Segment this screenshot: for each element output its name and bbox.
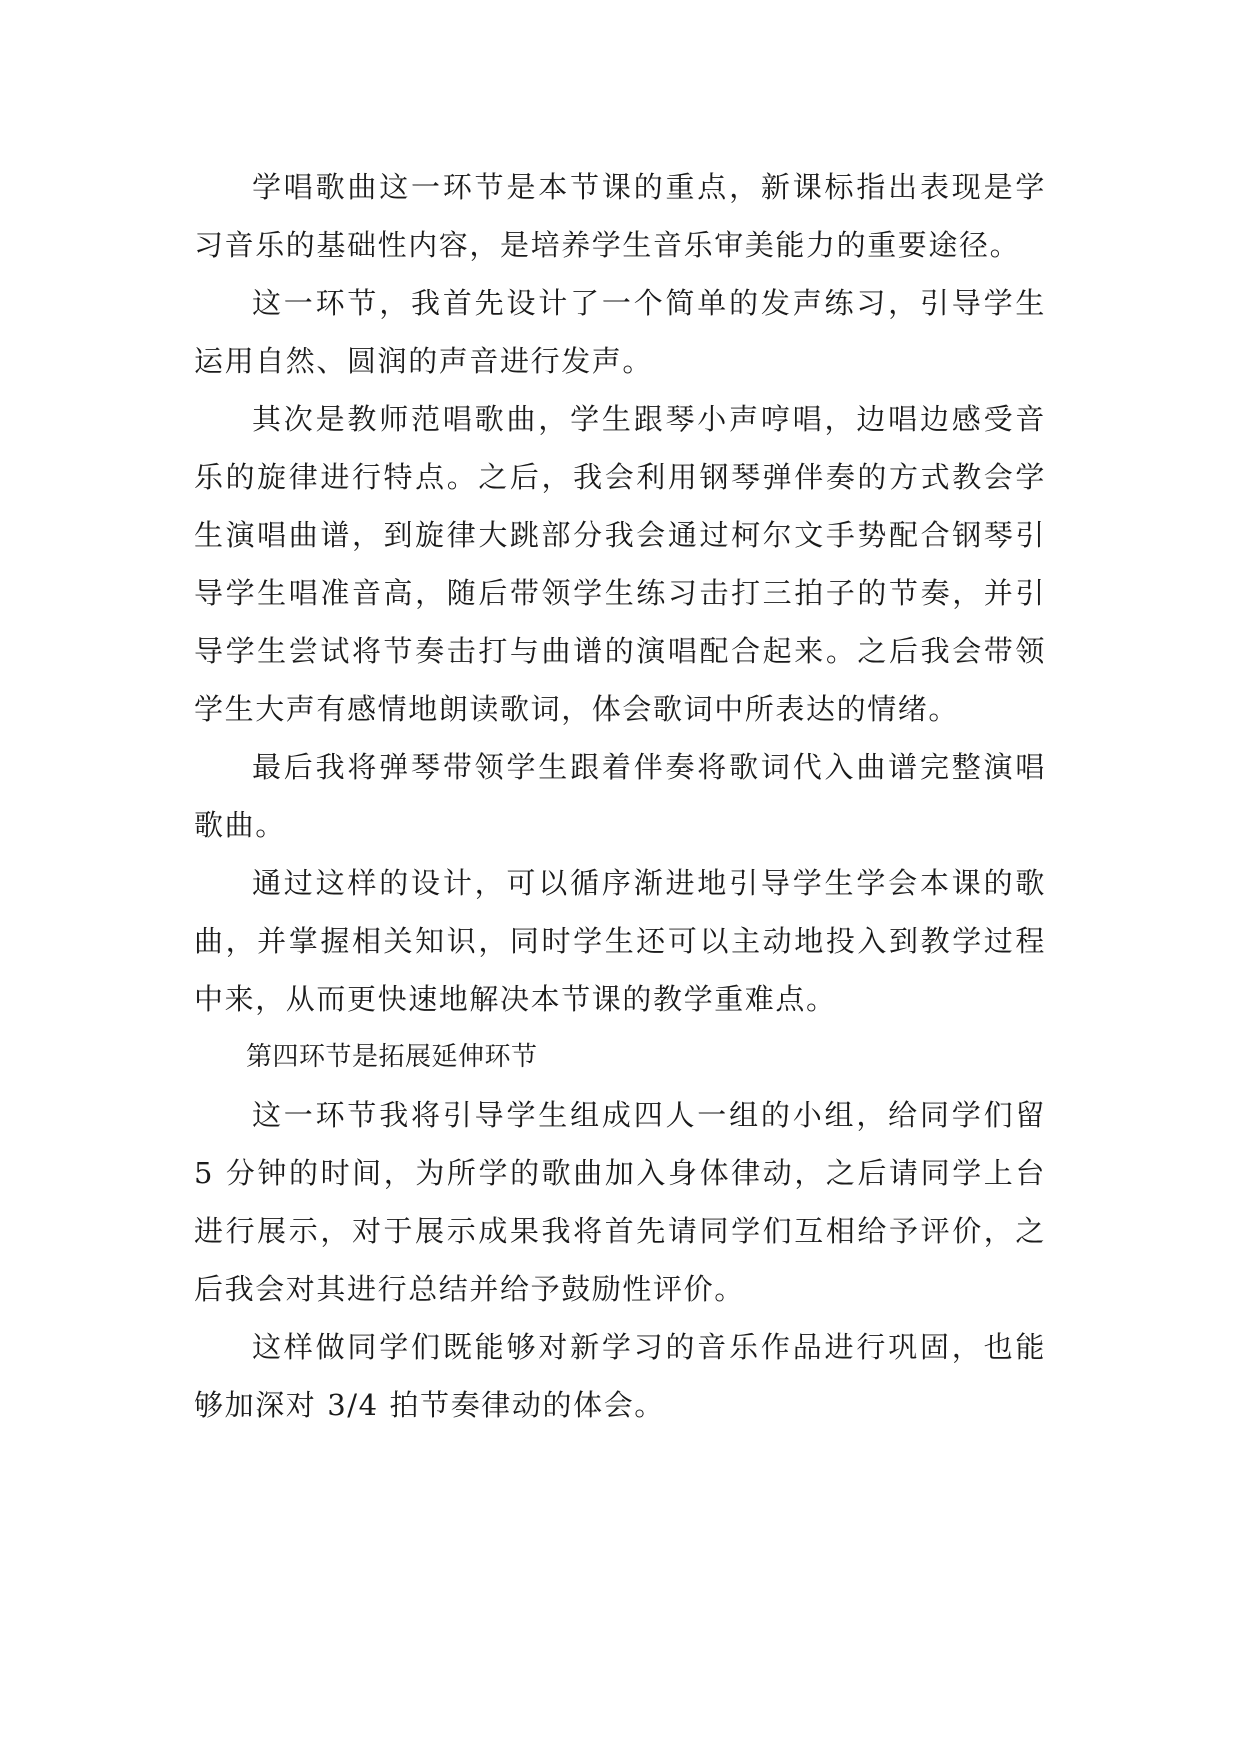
paragraph-design-summary: 通过这样的设计，可以循序渐进地引导学生学会本课的歌曲，并掌握相关知识，同时学生还可以主动地投入到教学过程中来，从而更快速地解决本节课的教学重难点。 [194, 866, 1046, 1016]
paragraph-full-singing: 最后我将弹琴带领学生跟着伴奏将歌词代入曲谱完整演唱歌曲。 [194, 750, 1046, 842]
section-heading-extension: 第四环节是拓展延伸环节 [246, 1042, 538, 1072]
paragraph-vocal-exercise: 这一环节，我首先设计了一个简单的发声练习，引导学生运用自然、圆润的声音进行发声。 [194, 286, 1046, 378]
paragraph-group-activity: 这一环节我将引导学生组成四人一组的小组，给同学们留 5 分钟的时间，为所学的歌曲加入身体律动，之后请同学上台进行展示，对于展示成果我将首先请同学们互相给予评价，之后我会对其进行总结并给予鼓励性评价。 [194, 1098, 1046, 1306]
document-body [194, 158, 1046, 1434]
paragraph-teacher-demo: 其次是教师范唱歌曲，学生跟琴小声哼唱，边唱边感受音乐的旋律进行特点。之后，我会利用钢琴弹伴奏的方式教会学生演唱曲谱，到旋律大跳部分我会通过柯尔文手势配合钢琴引导学生唱准音高，随后带领学生练习击打三拍子的节奏，并引导学生尝试将节奏击打与曲谱的演唱配合起来。之后我会带领学生大声有感情地朗读歌词，体会歌词中所表达的情绪。 [194, 402, 1046, 726]
paragraph-consolidation: 这样做同学们既能够对新学习的音乐作品进行巩固，也能够加深对 3/4 拍节奏律动的体会。 [194, 1330, 1046, 1422]
paragraph-learn-song: 学唱歌曲这一环节是本节课的重点，新课标指出表现是学习音乐的基础性内容，是培养学生音乐审美能力的重要途径。 [194, 170, 1046, 262]
